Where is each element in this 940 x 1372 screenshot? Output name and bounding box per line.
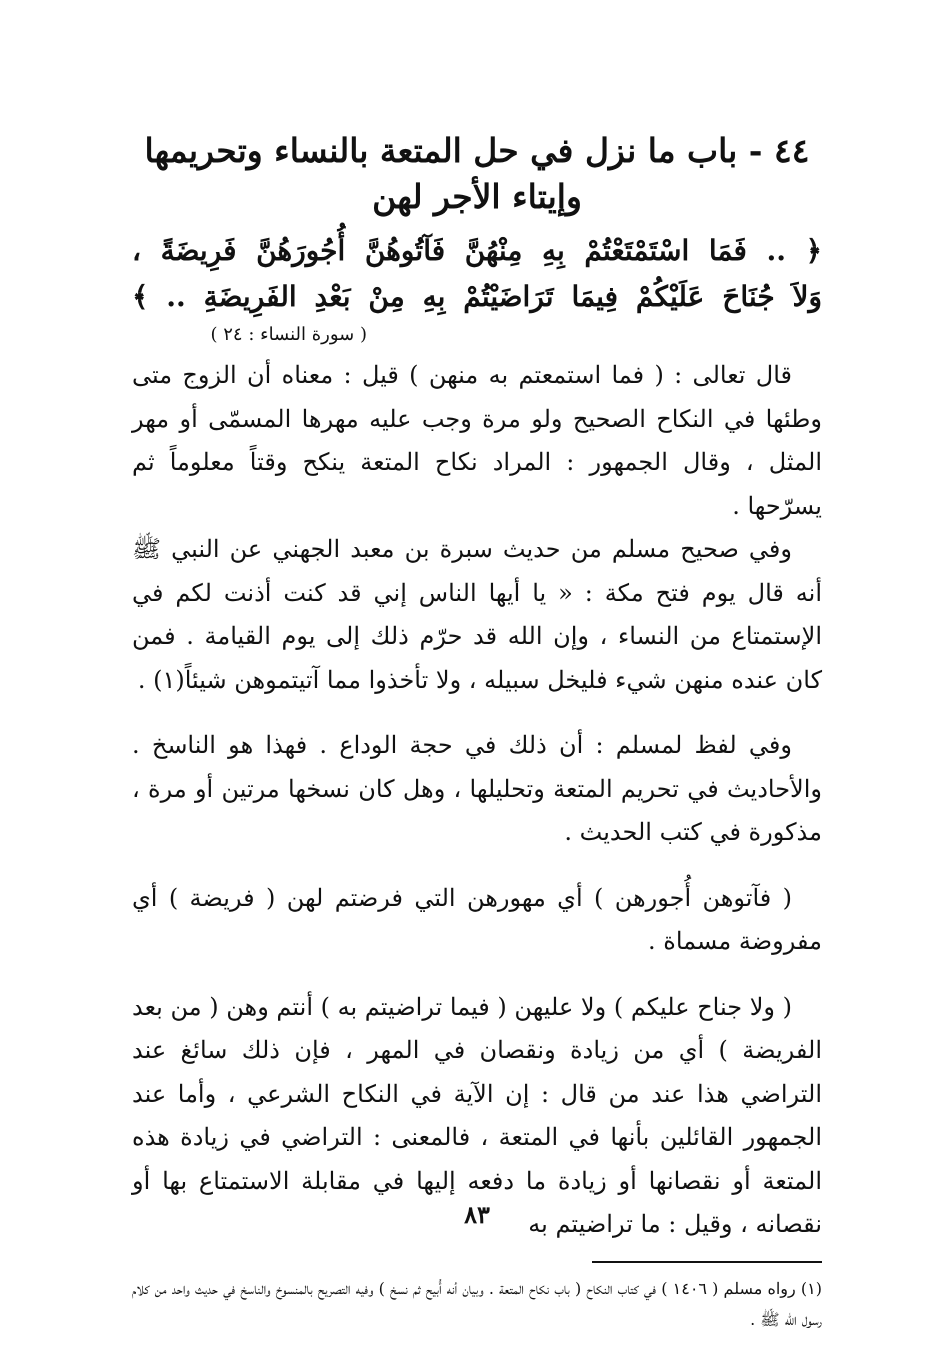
paragraph-muslim-wording: وفي لفظ لمسلم : أن ذلك في حجة الوداع . فهذا هو الناسخ . والأحاديث في تحريم المتعة وتحليلها ، وهل كان نسخها مرتين أو مرة ، مذكورة في كتب الحديث . [132, 731, 822, 846]
verse-line-2: وَلاَ جُنَاحَ عَلَيْكُمْ فِيمَا تَرَاضَيْتُمْ بِهِ مِنْ بَعْدِ الفَرِيضَةِ .. ﴾ [132, 280, 822, 313]
chapter-title: ٤٤ - باب ما نزل في حل المتعة بالنساء وتحريمها وإيتاء الأجر لهن [144, 131, 810, 216]
paragraph-la-junah: ( ولا جناح عليكم ) ولا عليهن ( فيما تراضيتم به ) أنتم وهن ( من بعد الفريضة ) أي من زيادة ونقصان في المهر ، فإن ذلك سائغ عند التراضي هذا عند من قال : إن الآية في النكاح الشرعي ، وأما عند الجمهور القائلين بأنها في المتعة ، فالمعنى : التراضي في زيادة هذه المتعة أو نقصانها أو زيادة ما دفعه إليها في مقابلة الاستمتاع بها أو نقصانه ، وقيل : ما تراضيتم به [132, 992, 822, 1238]
quran-verse [132, 228, 822, 350]
verse-line-1: ﴿ .. فَمَا اسْتَمْتَعْتُمْ بِهِ مِنْهُنَّ فَآتُوهُنَّ أُجُورَهُنَّ فَرِيضَةً ، [132, 234, 822, 267]
footnote: (١) رواه مسلم ( ١٤٠٦ ) في كتاب النكاح ( باب نكاح المتعة . وبيان أنه أُبيح ثم نسخ ) وفيه التصريح بالمنسوخ والناسخ في حديث واحد من كلام رسول الله ﷺ . [132, 1278, 822, 1329]
footnote-divider [592, 1261, 822, 1263]
paragraph-ujurahunna: ( فآتوهن أُجورهن ) أي مهورهن التي فرضتم لهن ( فريضة ) أي مفروضة مسماة . [132, 883, 822, 955]
paragraph-hadith-sabra: وفي صحيح مسلم من حديث سبرة بن معبد الجهني عن النبي ﷺ أنه قال يوم فتح مكة : « يا أيها الناس إني قد كنت أذنت لكم في الإستمتاع من النساء ، وإن الله قد حرّم ذلك إلى يوم القيامة . فمن كان عنده منهن شيء فليخل سبيله ، ولا تأخذوا مما آتيتموهن شيئاً(١) . [132, 535, 822, 694]
page-number: ٨٣ [464, 1200, 490, 1229]
verse-reference: ( سورة النساء : ٢٤ ) [210, 324, 367, 345]
paragraph-tafsir-intro: قال تعالى : ( فما استمعتم به منهن ) قيل : معناه أن الزوج متى وطئها في النكاح الصحيح ولو مرة وجب عليه مهرها المسمّى أو مهر المثل ، وقال الجمهور : المراد نكاح المتعة ينكح وقتاً معلوماً ثم يسرّحها . [132, 361, 822, 520]
book-page [132, 128, 822, 1368]
